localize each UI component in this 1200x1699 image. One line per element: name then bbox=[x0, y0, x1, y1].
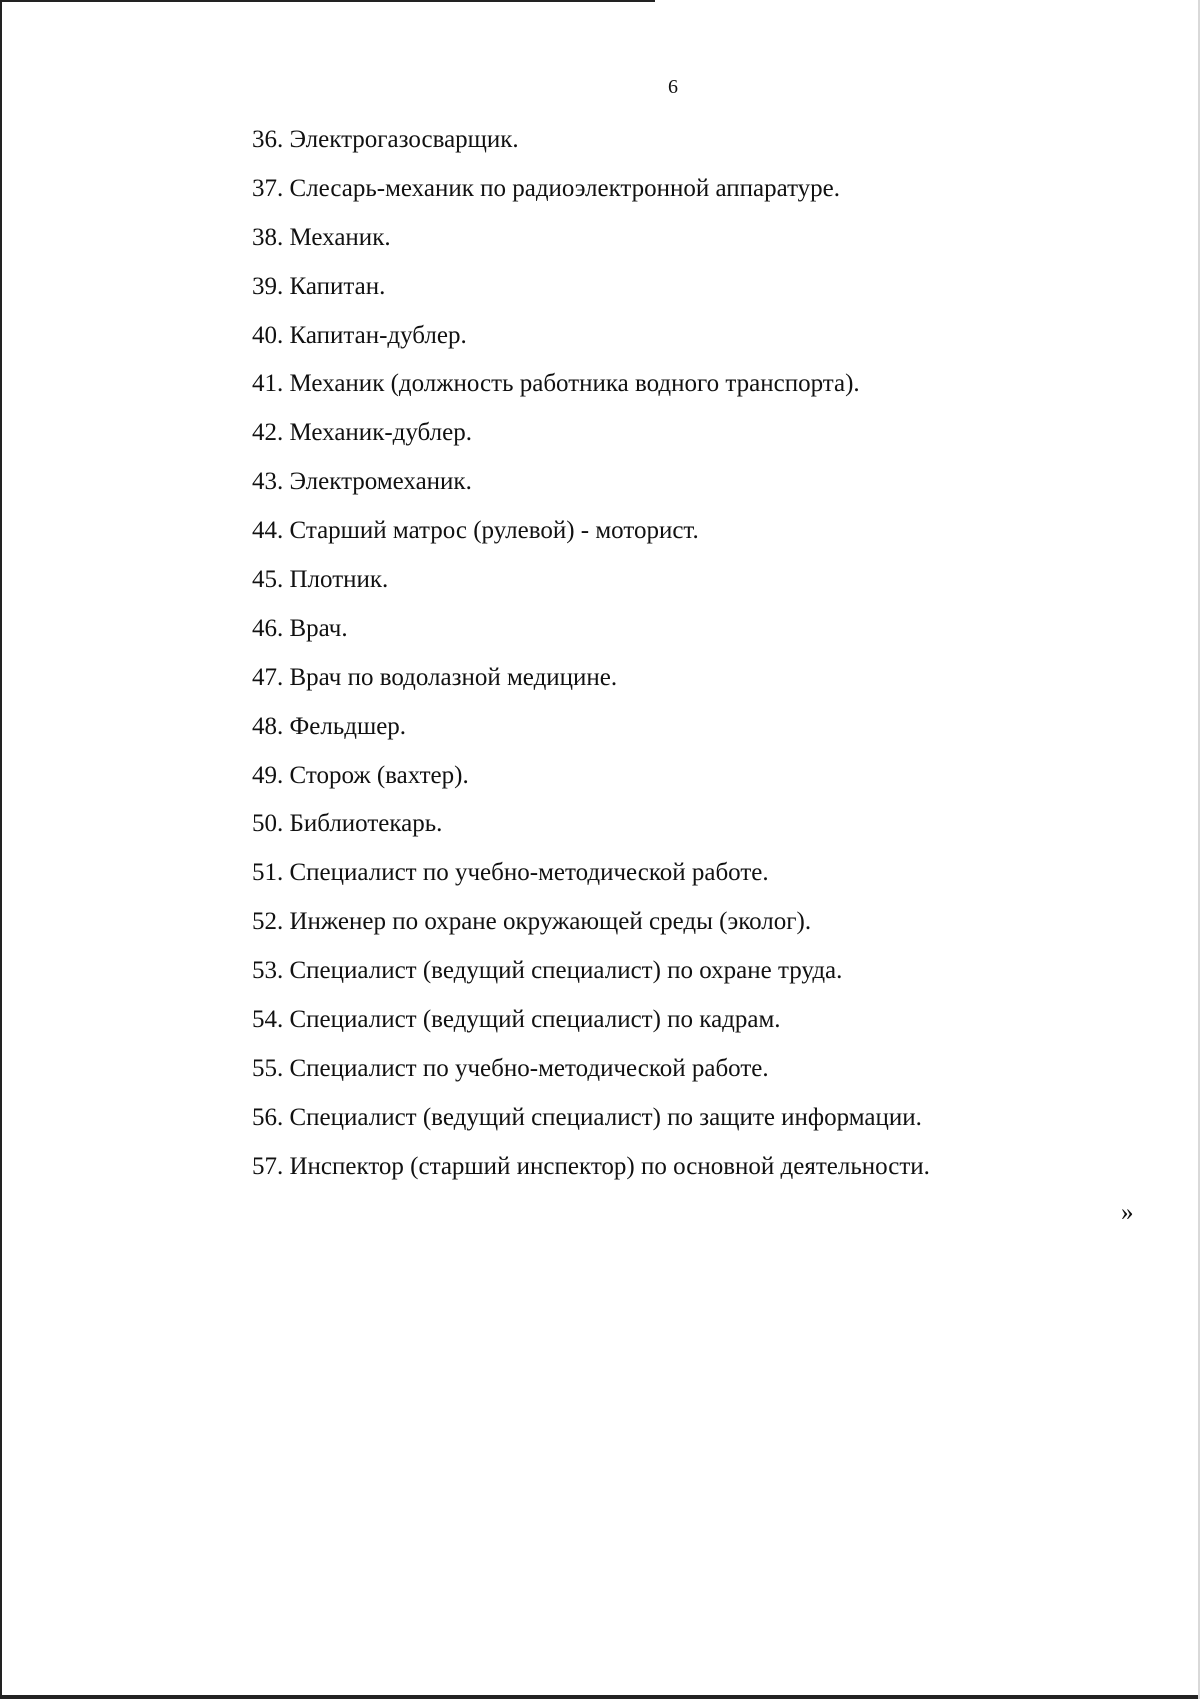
list-item: 45. Плотник. bbox=[252, 566, 389, 594]
list-item: 47. Врач по водолазной медицине. bbox=[252, 663, 618, 691]
list-item: 57. Инспектор (старший инспектор) по основной деятельности. bbox=[252, 1152, 930, 1180]
scan-border-bottom bbox=[0, 1695, 1200, 1699]
list-item: 55. Специалист по учебно-методической работе. bbox=[252, 1054, 769, 1082]
position-list bbox=[252, 124, 930, 1200]
page-number: 6 bbox=[668, 76, 678, 98]
list-item: 46. Врач. bbox=[252, 614, 348, 642]
list-item: 39. Капитан. bbox=[252, 272, 386, 300]
list-item: 52. Инженер по охране окружающей среды (эколог). bbox=[252, 908, 812, 936]
list-item: 40. Капитан-дублер. bbox=[252, 321, 467, 349]
list-item: 50. Библиотекарь. bbox=[252, 810, 443, 838]
list-item: 37. Слесарь-механик по радиоэлектронной аппаратуре. bbox=[252, 174, 841, 202]
list-item: 48. Фельдшер. bbox=[252, 712, 407, 740]
list-item: 44. Старший матрос (рулевой) - моторист. bbox=[252, 517, 699, 545]
list-item: 54. Специалист (ведущий специалист) по кадрам. bbox=[252, 1006, 781, 1034]
list-item: 49. Сторож (вахтер). bbox=[252, 761, 469, 789]
list-item: 41. Механик (должность работника водного транспорта). bbox=[252, 370, 860, 398]
list-item: 56. Специалист (ведущий специалист) по защите информации. bbox=[252, 1103, 922, 1131]
list-item: 51. Специалист по учебно-методической работе. bbox=[252, 859, 769, 887]
list-item: 53. Специалист (ведущий специалист) по охране труда. bbox=[252, 957, 843, 985]
list-item: 38. Механик. bbox=[252, 223, 391, 251]
scan-border-left bbox=[0, 0, 2, 1699]
list-item: 42. Механик-дублер. bbox=[252, 419, 472, 447]
list-item: 36. Электрогазосварщик. bbox=[252, 126, 519, 153]
list-item: 43. Электромеханик. bbox=[252, 468, 472, 496]
scan-border-top bbox=[0, 0, 655, 2]
closing-quote-mark: » bbox=[1121, 1199, 1134, 1226]
